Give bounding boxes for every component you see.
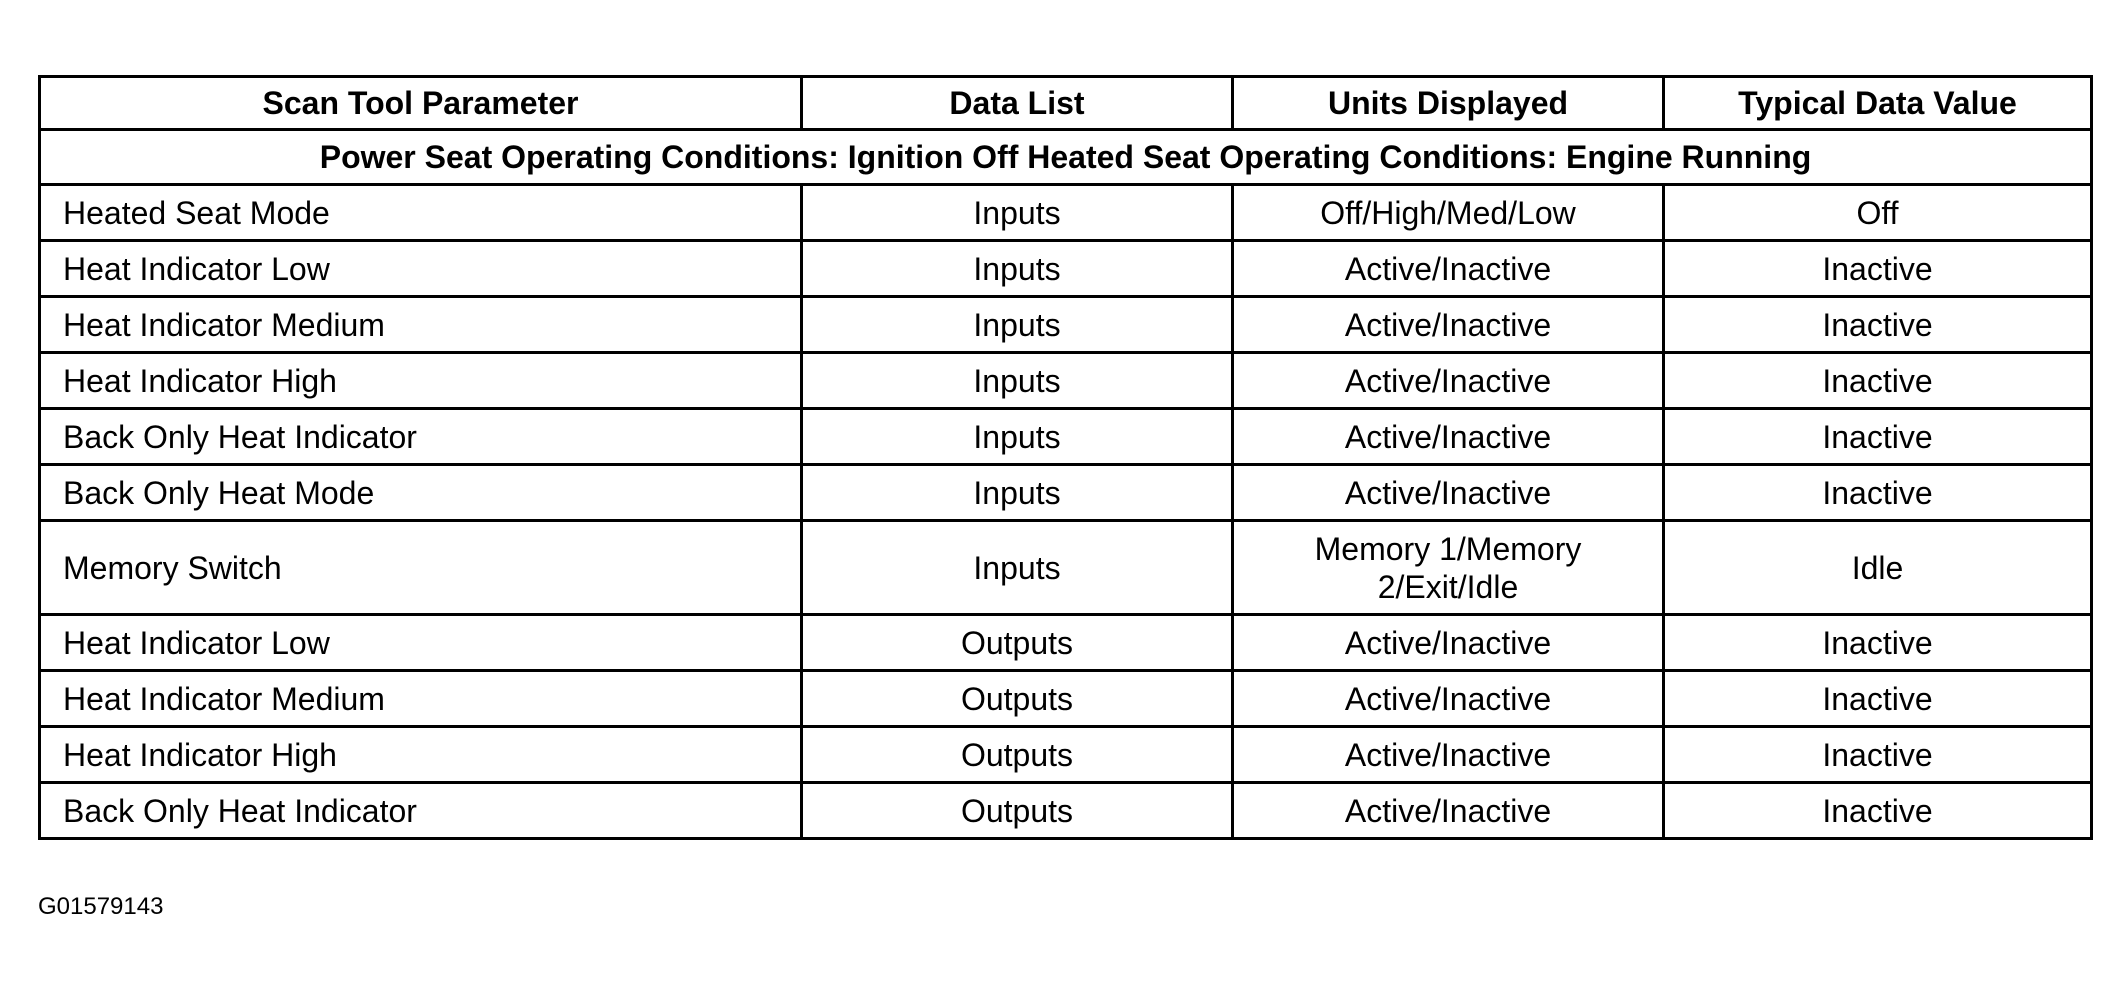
units-cell: Active/Inactive (1233, 727, 1664, 783)
typical-value-cell: Inactive (1664, 465, 2092, 521)
units-cell: Active/Inactive (1233, 409, 1664, 465)
table-row (40, 297, 2092, 353)
data-list-cell: Inputs (802, 465, 1233, 521)
header-typical-data-value: Typical Data Value (1664, 77, 2092, 130)
data-list-cell: Inputs (802, 409, 1233, 465)
table-row (40, 783, 2092, 839)
data-list-cell: Inputs (802, 521, 1233, 615)
parameter-cell: Heat Indicator Medium (40, 671, 802, 727)
header-data-list: Data List (802, 77, 1233, 130)
typical-value-cell: Inactive (1664, 353, 2092, 409)
header-units-displayed: Units Displayed (1233, 77, 1664, 130)
parameter-cell: Heat Indicator High (40, 727, 802, 783)
table-row (40, 521, 2092, 615)
units-cell: Active/Inactive (1233, 615, 1664, 671)
data-list-cell: Inputs (802, 185, 1233, 241)
table-row (40, 671, 2092, 727)
data-list-cell: Outputs (802, 783, 1233, 839)
units-cell: Active/Inactive (1233, 671, 1664, 727)
units-cell: Active/Inactive (1233, 465, 1664, 521)
parameter-cell: Heat Indicator Medium (40, 297, 802, 353)
data-list-cell: Inputs (802, 241, 1233, 297)
typical-value-cell: Idle (1664, 521, 2092, 615)
typical-value-cell: Inactive (1664, 671, 2092, 727)
parameter-cell: Memory Switch (40, 521, 802, 615)
typical-value-cell: Inactive (1664, 783, 2092, 839)
typical-value-cell: Off (1664, 185, 2092, 241)
parameter-cell: Back Only Heat Mode (40, 465, 802, 521)
typical-value-cell: Inactive (1664, 409, 2092, 465)
parameter-cell: Heat Indicator High (40, 353, 802, 409)
figure-id: G01579143 (38, 893, 164, 920)
data-list-cell: Outputs (802, 671, 1233, 727)
data-list-cell: Inputs (802, 297, 1233, 353)
parameter-cell: Heated Seat Mode (40, 185, 802, 241)
typical-value-cell: Inactive (1664, 241, 2092, 297)
scan-tool-data-table (38, 75, 2093, 840)
parameter-cell: Heat Indicator Low (40, 615, 802, 671)
parameter-cell: Heat Indicator Low (40, 241, 802, 297)
table-row (40, 409, 2092, 465)
units-cell: Active/Inactive (1233, 783, 1664, 839)
table-row (40, 185, 2092, 241)
data-list-cell: Inputs (802, 353, 1233, 409)
units-cell: Active/Inactive (1233, 353, 1664, 409)
table-header-row (40, 77, 2092, 130)
parameter-cell: Back Only Heat Indicator (40, 783, 802, 839)
data-list-cell: Outputs (802, 727, 1233, 783)
units-cell: Active/Inactive (1233, 241, 1664, 297)
typical-value-cell: Inactive (1664, 727, 2092, 783)
typical-value-cell: Inactive (1664, 297, 2092, 353)
table-row (40, 353, 2092, 409)
parameter-cell: Back Only Heat Indicator (40, 409, 802, 465)
header-scan-tool-parameter: Scan Tool Parameter (40, 77, 802, 130)
typical-value-cell: Inactive (1664, 615, 2092, 671)
units-cell: Memory 1/Memory 2/Exit/Idle (1233, 521, 1664, 615)
section-heading: Power Seat Operating Conditions: Ignition Off Heated Seat Operating Conditions: Engine Running (40, 130, 2092, 185)
table-row (40, 615, 2092, 671)
table-row (40, 727, 2092, 783)
units-cell: Active/Inactive (1233, 297, 1664, 353)
units-cell: Off/High/Med/Low (1233, 185, 1664, 241)
data-list-cell: Outputs (802, 615, 1233, 671)
section-heading-row (40, 130, 2092, 185)
table-row (40, 465, 2092, 521)
table-row (40, 241, 2092, 297)
